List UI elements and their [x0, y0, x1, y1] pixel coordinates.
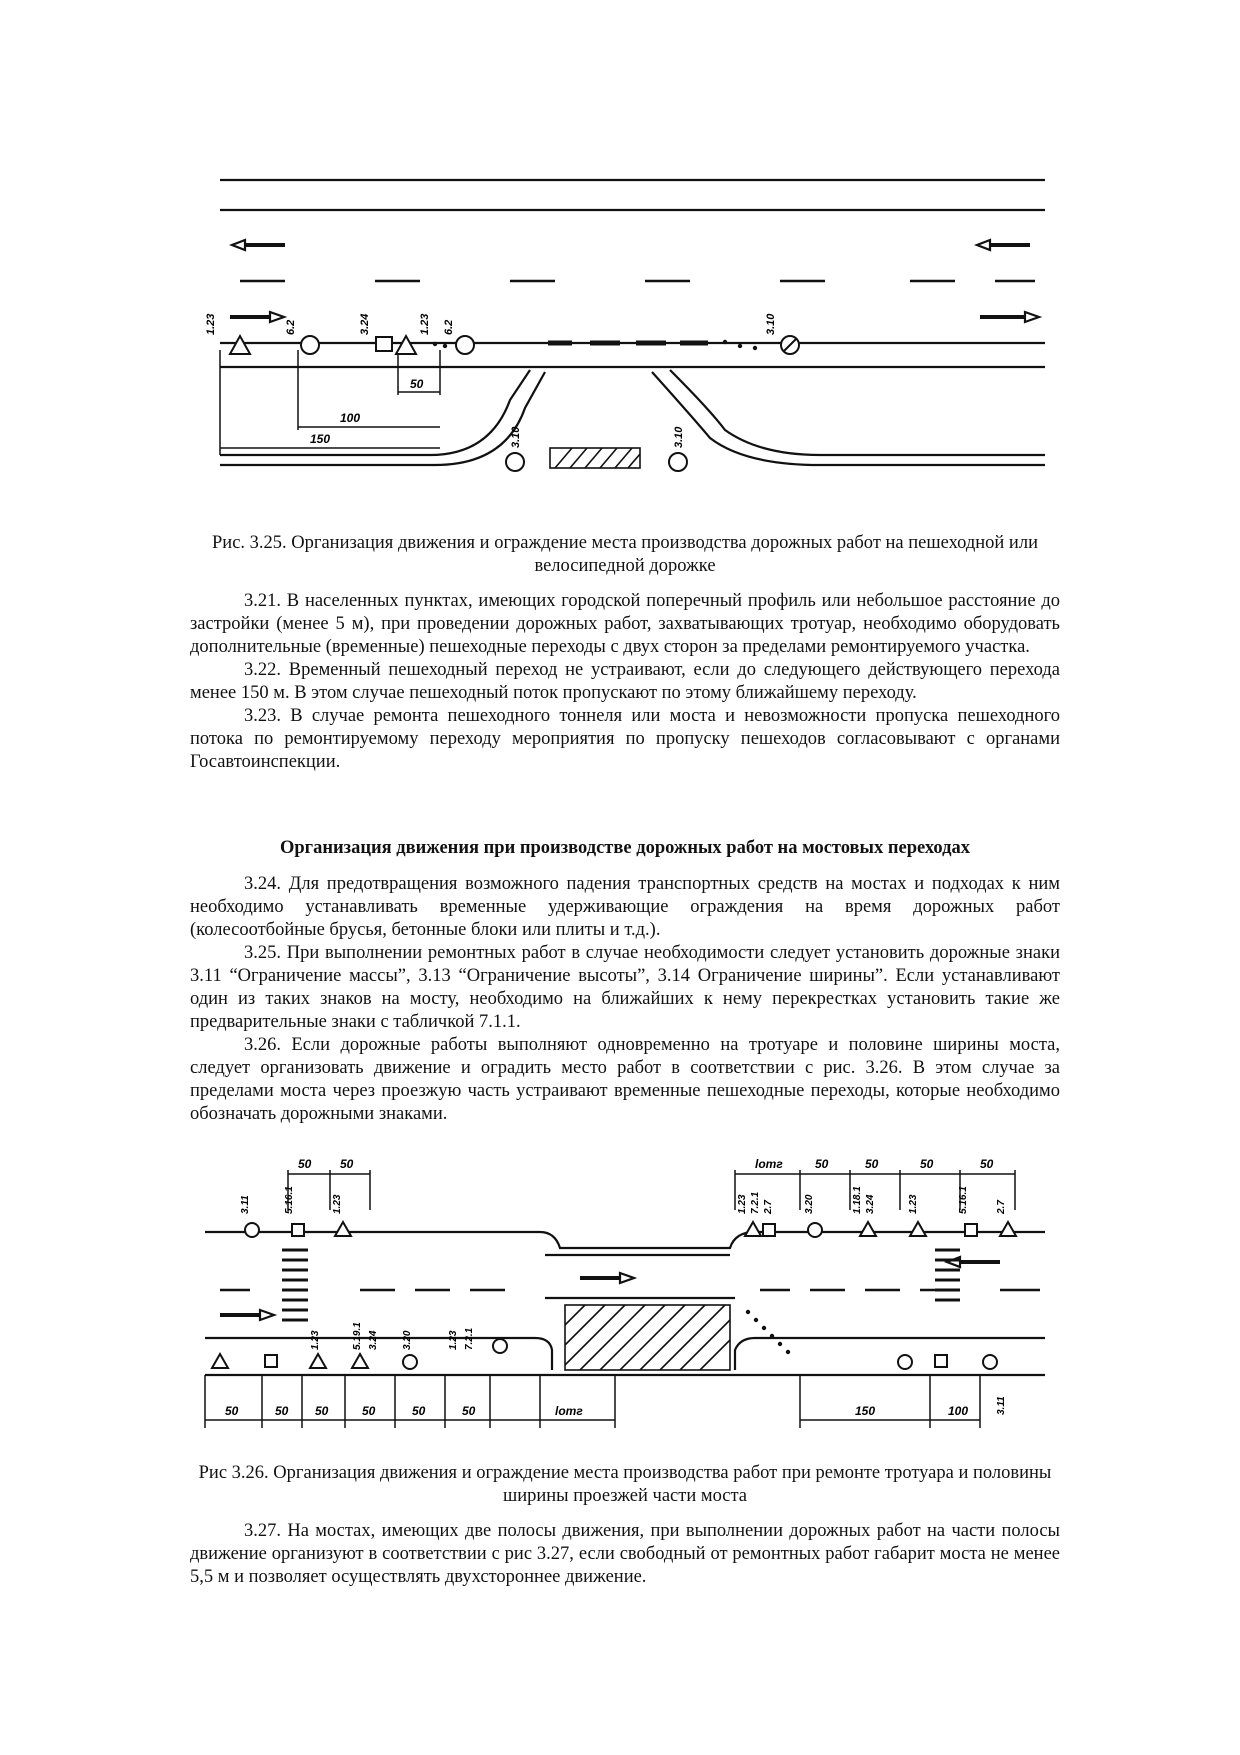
- detour-sign-icon: [763, 1224, 775, 1236]
- prohibition-sign-icon: [403, 1355, 417, 1369]
- dimension-lines-top: [288, 1170, 1015, 1210]
- warning-sign-icon: [1000, 1222, 1016, 1236]
- sign-code-label: 2.7: [996, 1200, 1007, 1214]
- dimension-label: 50: [225, 1404, 239, 1418]
- dimension-label: 50: [462, 1404, 476, 1418]
- figure-3-26-diagram: [200, 1150, 1060, 1450]
- sign-code-label: 3.10: [510, 426, 522, 448]
- sign-code-label: 3.24: [368, 1330, 379, 1350]
- dimension-label: 50: [865, 1157, 879, 1171]
- paragraph-group: [190, 873, 1060, 1126]
- sign-code-label: 1.23: [310, 1330, 321, 1350]
- warning-sign-icon: [352, 1354, 368, 1368]
- warning-sign-icon: [310, 1354, 326, 1368]
- paragraph: 3.26. Если дорожные работы выполняют одновременно на тротуаре и половине ширины моста, следует организовать движение и оградить место работ в соответствии с рис. 3.26. В этом случае за пределами моста через проезжую часть устраивают временные пешеходные переходы, которые необходимо обозначать дорожными знаками.: [190, 1035, 1060, 1124]
- sign-code-label: 1.23: [419, 313, 431, 335]
- arrow-right-icon: [230, 312, 284, 322]
- dimension-label: 50: [298, 1157, 312, 1171]
- warning-sign-icon: [335, 1222, 351, 1236]
- sign-code-label: 3.11: [996, 1396, 1007, 1415]
- dimension-label: 150: [855, 1404, 876, 1418]
- sign-code-label: 3.20: [804, 1194, 815, 1214]
- dimension-label: 50: [410, 377, 424, 391]
- sign-code-label: 7.2.1: [464, 1327, 475, 1350]
- warning-sign-icon: [230, 336, 250, 354]
- warning-sign-icon: [745, 1222, 761, 1236]
- sign-code-label: 1.18.1: [852, 1186, 863, 1214]
- paragraph: 3.24. Для предотвращения возможного падения транспортных средств на мостах и подходах к ним необходимо устанавливать временные удерживающие ограждения на время дорожных работ (колесоотбойные брусья, бетонные блоки или плиты и т.д.).: [190, 874, 1060, 940]
- figure-3-25-diagram: [200, 160, 1060, 515]
- no-entry-sign-icon: [983, 1355, 997, 1369]
- paragraph-group: [190, 590, 1060, 774]
- figure-caption: Рис. 3.25. Организация движения и ограждение места производства дорожных работ на пешеходной или велосипедной дорожке: [212, 533, 1038, 576]
- dimension-label: 150: [310, 432, 331, 446]
- sign-code-label: 5.16.1: [284, 1186, 295, 1214]
- dimension-label: 50: [980, 1157, 994, 1171]
- prohibition-sign-icon: [898, 1355, 912, 1369]
- sign-code-label: 2.7: [763, 1200, 774, 1214]
- sign-code-label: 1.23: [332, 1194, 343, 1214]
- figure-caption: Рис 3.26. Организация движения и ограждение места производства работ при ремонте тротуара и половины ширины проезжей части моста: [198, 1463, 1052, 1506]
- cone-dots: [746, 1310, 790, 1354]
- paragraph: 3.25. При выполнении ремонтных работ в случае необходимости следует установить дорожные знаки 3.11 “Ограничение массы”, 3.13 “Ограничение высоты”, 3.14 Ограничение ширины”. Если устанавливают один из таких знаков на мосту, необходимо на ближайших к нему перекрестках установить такие же предварительные знаки с табличкой 7.1.1.: [190, 943, 1060, 1032]
- sign-code-label: 6.2: [285, 319, 297, 335]
- sign-code-label: 6.2: [443, 319, 455, 335]
- sign-code-label: 3.10: [765, 313, 777, 335]
- prohibition-sign-icon: [493, 1339, 507, 1353]
- arrow-left-icon: [977, 240, 1030, 250]
- dimension-label: 100: [340, 411, 361, 425]
- sign-code-label: 5.16.1: [958, 1186, 969, 1214]
- sign-code-label: 1.23: [448, 1330, 459, 1350]
- crosswalk-sign-icon: [965, 1224, 977, 1236]
- detour-path-right: [670, 370, 1045, 455]
- sign-code-label: 1.23: [737, 1194, 748, 1214]
- dimension-label: lотг: [555, 1404, 583, 1418]
- paragraph-group: [190, 1520, 1060, 1589]
- sign-code-label: 1.23: [908, 1194, 919, 1214]
- arrow-left-icon: [232, 240, 285, 250]
- crosswalk-sign-icon: [265, 1355, 277, 1367]
- paragraph: 3.23. В случае ремонта пешеходного тоннеля или моста и невозможности пропуска пешеходного потока по ремонтируемому переходу мероприятия по пропуску пешеходов согласовывают с органами Госавтоинспекции.: [190, 706, 1060, 772]
- detour-sign-icon: [376, 337, 392, 351]
- dimension-label: lотг: [755, 1157, 783, 1171]
- detour-path-left-inner: [220, 372, 545, 465]
- sign-code-label: 1.23: [205, 313, 217, 335]
- warning-sign-icon: [910, 1222, 926, 1236]
- sign-code-label: 3.24: [359, 313, 371, 335]
- arrow-right-icon: [580, 1273, 634, 1283]
- dimension-label: 50: [340, 1157, 354, 1171]
- warning-sign-icon: [860, 1222, 876, 1236]
- no-entry-sign-icon: [245, 1223, 259, 1237]
- prohibition-sign-icon: [669, 453, 687, 471]
- paragraph: 3.22. Временный пешеходный переход не устраивают, если до следующего действующего перехода менее 150 м. В этом случае пешеходный поток пропускают по этому ближайшему переходу.: [190, 660, 1060, 703]
- crosswalk-left: [282, 1250, 308, 1320]
- crosswalk-sign-icon: [935, 1355, 947, 1367]
- detour-path-left: [220, 370, 530, 455]
- dimension-label: 100: [948, 1404, 969, 1418]
- crosswalk-sign-icon: [292, 1224, 304, 1236]
- dimension-lines-bottom: [205, 1375, 980, 1428]
- dimension-label: 50: [315, 1404, 329, 1418]
- work-zone-hatch: [565, 1305, 730, 1370]
- work-zone-hatch: [550, 448, 640, 468]
- dimension-label: 50: [362, 1404, 376, 1418]
- section-heading: Организация движения при производстве дорожных работ на мостовых переходах: [280, 838, 970, 858]
- sign-code-label: 3.24: [865, 1194, 876, 1214]
- prohibition-sign-icon: [808, 1223, 822, 1237]
- warning-sign-icon: [396, 336, 416, 354]
- arrow-right-icon: [980, 312, 1039, 322]
- sign-code-label: 3.20: [402, 1330, 413, 1350]
- prohibition-sign-icon: [506, 453, 524, 471]
- sign-code-label: 7.2.1: [750, 1191, 761, 1214]
- dimension-label: 50: [920, 1157, 934, 1171]
- warning-sign-icon: [212, 1354, 228, 1368]
- prohibition-sign-icon: [456, 336, 474, 354]
- sign-code-label: 5.19.1: [352, 1322, 363, 1350]
- paragraph: 3.27. На мостах, имеющих две полосы движения, при выполнении дорожных работ на части полосы движение организуют в соответствии с рис 3.27, если свободный от ремонтных работ габарит моста не менее 5,5 м и позволяет осуществлять двухстороннее движение.: [190, 1521, 1060, 1587]
- dimension-label: 50: [412, 1404, 426, 1418]
- sign-code-label: 3.11: [240, 1195, 251, 1214]
- sign-code-label: 3.10: [673, 426, 685, 448]
- dimension-label: 50: [815, 1157, 829, 1171]
- prohibition-sign-icon: [301, 336, 319, 354]
- dimension-label: 50: [275, 1404, 289, 1418]
- paragraph: 3.21. В населенных пунктах, имеющих городской поперечный профиль или небольшое расстояние до застройки (менее 5 м), при проведении дорожных работ, захватывающих тротуар, необходимо оборудовать дополнительные (временные) пешеходные переходы с двух сторон за пределами ремонтируемого участка.: [190, 591, 1060, 657]
- arrow-right-icon: [220, 1310, 274, 1320]
- detour-path-right-inner: [652, 372, 1045, 465]
